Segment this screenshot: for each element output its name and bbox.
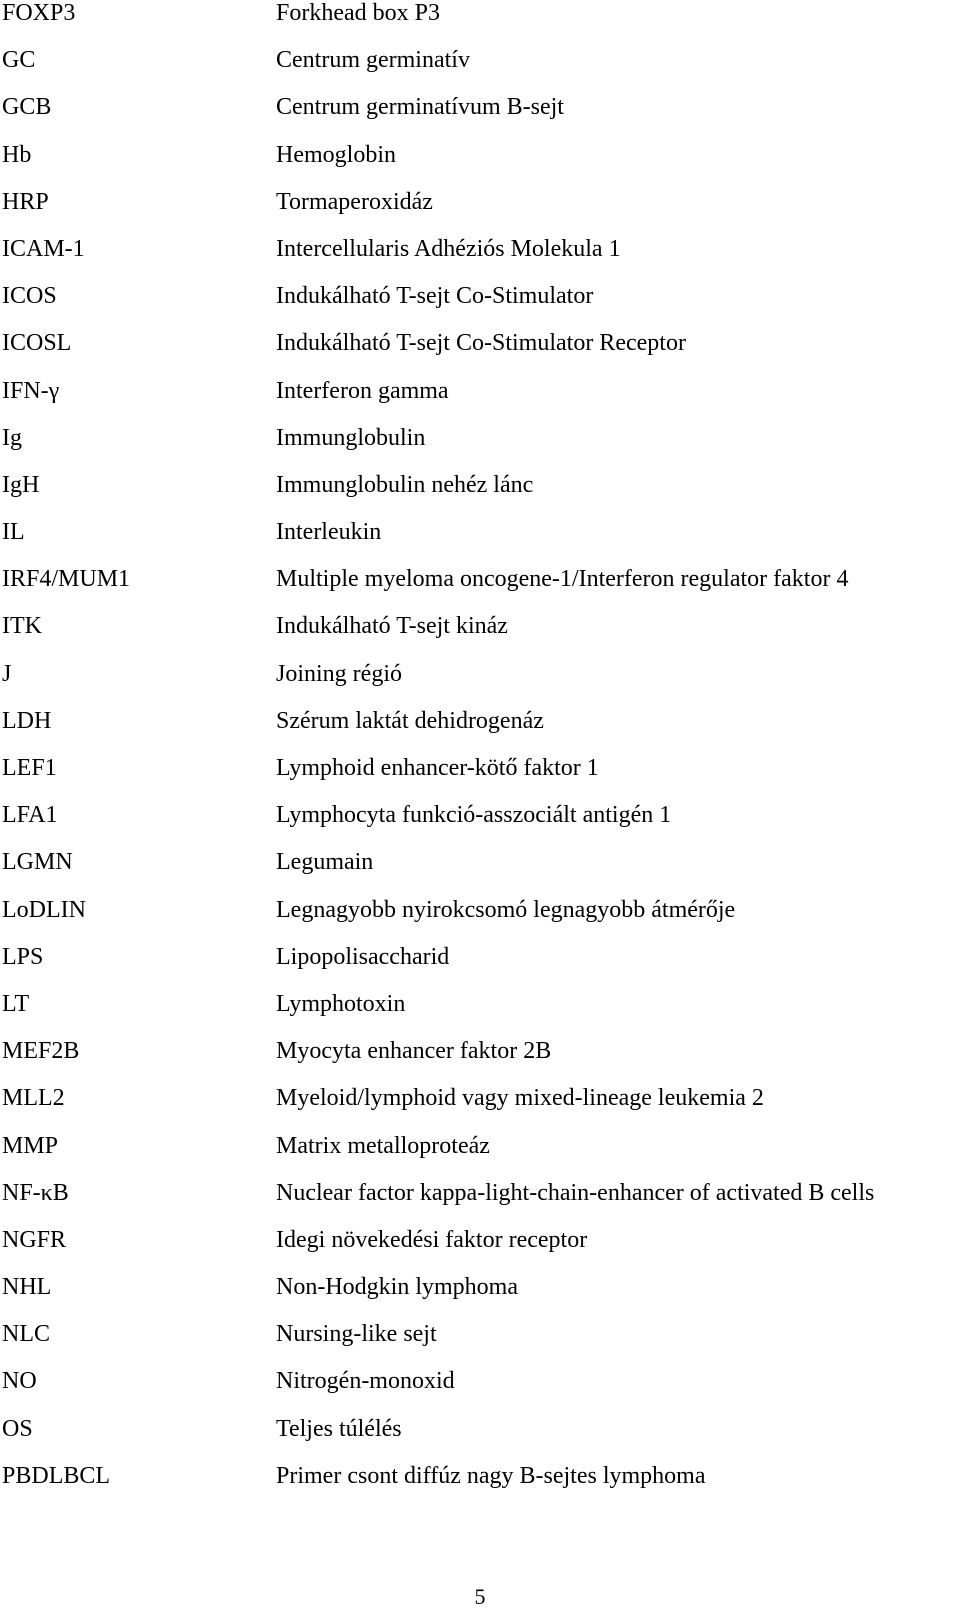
abbreviation-definition: Indukálható T-sejt Co-Stimulator Receptor	[276, 330, 686, 357]
abbreviation-row	[0, 991, 960, 1038]
abbreviation-definition: Idegi növekedési faktor receptor	[276, 1226, 588, 1253]
abbreviation-term: HRP	[2, 188, 49, 215]
abbreviation-definition: Interferon gamma	[276, 377, 449, 404]
abbreviation-term: LEF1	[2, 755, 57, 781]
abbreviation-definition: Legnagyobb nyirokcsomó legnagyobb átmérője	[276, 896, 736, 923]
abbreviation-definition: Lymphocyta funkció-asszociált antigén 1	[276, 802, 672, 829]
abbreviation-row	[0, 1227, 960, 1274]
abbreviation-row	[0, 425, 960, 472]
abbreviation-row	[0, 189, 960, 236]
abbreviation-row	[0, 1321, 960, 1368]
abbreviation-term: NO	[2, 1368, 37, 1395]
abbreviation-definition: Intercellularis Adhéziós Molekula 1	[276, 235, 621, 262]
abbreviation-row	[0, 0, 960, 47]
abbreviation-term: NGFR	[2, 1226, 67, 1253]
abbreviation-term: GCB	[2, 94, 52, 121]
abbreviation-definition: Myeloid/lymphoid vagy mixed-lineage leukemia 2	[276, 1085, 764, 1112]
abbreviation-term: IgH	[2, 471, 40, 498]
abbreviation-row	[0, 566, 960, 613]
abbreviation-definition: Forkhead box P3	[276, 0, 440, 26]
abbreviation-definition: Nursing-like sejt	[276, 1321, 437, 1348]
abbreviation-term: GC	[2, 47, 36, 74]
abbreviation-definition: Immunglobulin nehéz lánc	[276, 471, 534, 498]
abbreviation-definition: Hemoglobin	[276, 141, 396, 168]
abbreviation-term: LGMN	[2, 849, 73, 876]
abbreviation-term: LoDLIN	[2, 896, 86, 923]
abbreviation-definition: Centrum germinatív	[276, 47, 470, 74]
abbreviation-term: MEF2B	[2, 1038, 80, 1065]
abbreviation-term: LT	[2, 990, 30, 1017]
abbreviation-term: IRF4/MUM1	[2, 566, 131, 593]
abbreviation-term: LFA1	[2, 802, 58, 829]
abbreviation-definition: Centrum germinatívum B-sejt	[276, 94, 564, 121]
abbreviation-row	[0, 1274, 960, 1321]
abbreviation-definition: Non-Hodgkin lymphoma	[276, 1274, 518, 1301]
abbreviation-row	[0, 378, 960, 425]
abbreviation-term: ICAM-1	[2, 235, 85, 262]
abbreviation-definition: Joining régió	[276, 660, 402, 687]
abbreviation-term: NF-κB	[2, 1179, 69, 1206]
abbreviation-definition: Lymphotoxin	[276, 990, 406, 1017]
abbreviation-row	[0, 1133, 960, 1180]
abbreviation-definition: Immunglobulin	[276, 424, 426, 451]
abbreviation-row	[0, 897, 960, 944]
abbreviation-row	[0, 755, 960, 802]
abbreviation-row	[0, 661, 960, 708]
abbreviation-definition: Interleukin	[276, 519, 382, 546]
abbreviation-definition: Multiple myeloma oncogene-1/Interferon regulator faktor 4	[276, 566, 849, 593]
abbreviation-row	[0, 944, 960, 991]
abbreviation-definition: Lymphoid enhancer-kötő faktor 1	[276, 755, 599, 781]
abbreviation-term: NHL	[2, 1274, 52, 1301]
abbreviation-row	[0, 472, 960, 519]
abbreviation-row	[0, 802, 960, 849]
abbreviation-definition: Lipopolisaccharid	[276, 943, 450, 970]
abbreviation-row	[0, 519, 960, 566]
abbreviation-definition: Legumain	[276, 849, 374, 876]
abbreviation-term: MMP	[2, 1132, 59, 1159]
abbreviation-definition: Myocyta enhancer faktor 2B	[276, 1038, 552, 1065]
abbreviation-definition: Teljes túlélés	[276, 1415, 402, 1442]
abbreviation-term: ICOS	[2, 283, 57, 310]
abbreviation-row	[0, 849, 960, 896]
abbreviation-term: ICOSL	[2, 330, 72, 357]
abbreviation-term: MLL2	[2, 1085, 65, 1112]
abbreviation-term: J	[2, 660, 12, 687]
abbreviation-term: IFN-γ	[2, 377, 60, 404]
abbreviation-term: LPS	[2, 943, 44, 970]
abbreviation-term: LDH	[2, 707, 52, 734]
abbreviation-term: Ig	[2, 424, 22, 451]
abbreviation-row	[0, 94, 960, 141]
page-number: 5	[474, 1584, 486, 1609]
abbreviation-row	[0, 283, 960, 330]
abbreviation-term: FOXP3	[2, 0, 76, 26]
abbreviation-row	[0, 708, 960, 755]
abbreviation-term: OS	[2, 1415, 33, 1442]
abbreviation-row	[0, 1085, 960, 1132]
abbreviation-term: NLC	[2, 1321, 50, 1348]
abbreviation-row	[0, 613, 960, 660]
abbreviation-definition: Szérum laktát dehidrogenáz	[276, 707, 544, 734]
abbreviation-definition: Indukálható T-sejt Co-Stimulator	[276, 283, 594, 310]
abbreviation-row	[0, 142, 960, 189]
abbreviation-term: PBDLBCL	[2, 1462, 111, 1489]
abbreviation-row	[0, 1416, 960, 1463]
abbreviation-term: IL	[2, 519, 25, 546]
abbreviation-term: ITK	[2, 613, 42, 640]
abbreviation-term: Hb	[2, 141, 32, 168]
abbreviation-row	[0, 1038, 960, 1085]
abbreviation-row	[0, 47, 960, 94]
abbreviation-row	[0, 330, 960, 377]
abbreviation-row	[0, 1463, 960, 1510]
abbreviation-row	[0, 1180, 960, 1227]
abbreviation-row	[0, 236, 960, 283]
abbreviation-definition: Nuclear factor kappa-light-chain-enhancer of activated B cells	[276, 1179, 875, 1206]
abbreviation-definition: Primer csont diffúz nagy B-sejtes lymphoma	[276, 1462, 706, 1489]
abbreviation-definition: Matrix metalloproteáz	[276, 1132, 490, 1159]
abbreviation-definition: Tormaperoxidáz	[276, 188, 433, 215]
abbreviation-row	[0, 1368, 960, 1415]
abbreviation-definition: Nitrogén-monoxid	[276, 1368, 455, 1395]
abbreviation-definition: Indukálható T-sejt kináz	[276, 613, 508, 640]
